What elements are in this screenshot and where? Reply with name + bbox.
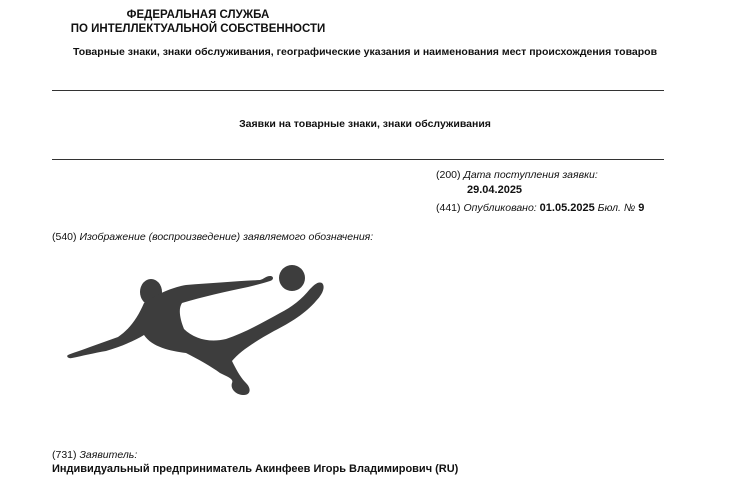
applicant-label: Заявитель: [79, 449, 138, 461]
divider [52, 159, 664, 160]
publication-code: (441) [436, 202, 461, 214]
filing-date-code: (200) [436, 169, 461, 181]
filing-date-field [436, 168, 598, 182]
footballer-silhouette-icon [60, 255, 340, 415]
body-shape [67, 276, 323, 395]
publication-field [436, 201, 644, 215]
filing-date-label: Дата поступления заявки: [463, 169, 598, 181]
publication-date: 01.05.2025 [539, 202, 595, 214]
subsection-title: Заявки на товарные знаки, знаки обслуживания [239, 118, 491, 130]
bulletin-number: 9 [638, 202, 645, 214]
publication-label: Опубликовано: [463, 202, 537, 214]
agency-name-line2: ПО ИНТЕЛЛЕКТУАЛЬНОЙ СОБСТВЕННОСТИ [70, 23, 326, 35]
bulletin-label: Бюл. № [597, 202, 636, 214]
image-field-label: Изображение (воспроизведение) заявляемого обозначения: [79, 231, 374, 243]
image-field [52, 230, 373, 244]
image-field-code: (540) [52, 231, 77, 243]
agency-name-line1: ФЕДЕРАЛЬНАЯ СЛУЖБА [126, 9, 270, 21]
filing-date-value: 29.04.2025 [467, 184, 523, 196]
divider [52, 90, 664, 91]
ball-shape [279, 265, 305, 291]
applicant-code: (731) [52, 449, 77, 461]
applicant-field [52, 448, 137, 462]
applicant-name: Индивидуальный предприниматель Акинфеев Игорь Владимирович (RU) [52, 463, 459, 475]
trademark-image [60, 255, 340, 415]
section-title: Товарные знаки, знаки обслуживания, географические указания и наименования мест происхождения товаров [72, 46, 658, 58]
